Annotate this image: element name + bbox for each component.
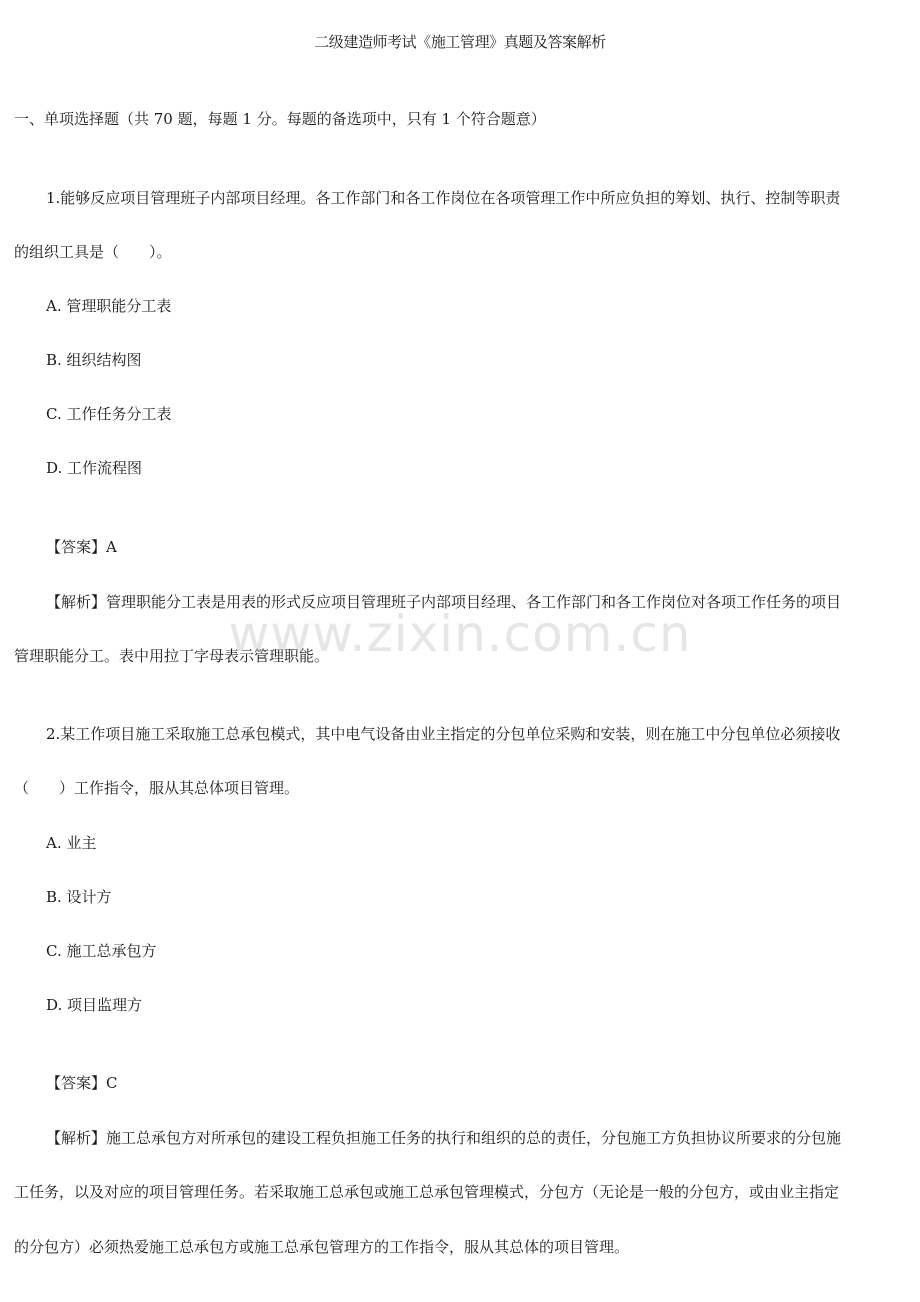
- watermark: www.zixin.com.cn: [228, 605, 692, 663]
- section-heading: 一、单项选择题（共 70 题，每题 1 分。每题的备选项中，只有 1 个符合题意）: [14, 110, 546, 128]
- question-1-stem-line-2: 的组织工具是（ ）。: [14, 243, 172, 261]
- question-1-stem-line-1: 1.能够反应项目管理班子内部项目经理。各工作部门和各工作岗位在各项管理工作中所应负担的筹划、执行、控制等职责: [46, 189, 841, 207]
- question-1-option-d: D. 工作流程图: [46, 459, 143, 477]
- question-2-option-c: C. 施工总承包方: [46, 942, 157, 960]
- question-2-analysis-line-2: 工任务，以及对应的项目管理任务。若采取施工总承包或施工总承包管理模式，分包方（无论是一般的分包方，或由业主指定: [14, 1183, 840, 1201]
- question-1-analysis-line-1: 【解析】管理职能分工表是用表的形式反应项目管理班子内部项目经理、各工作部门和各工作岗位对各项工作任务的项目: [46, 593, 842, 611]
- question-1-answer: 【答案】A: [46, 538, 117, 556]
- document-title: 二级建造师考试《施工管理》真题及答案解析: [314, 33, 606, 51]
- question-2-stem-line-2: （ ）工作指令，服从其总体项目管理。: [14, 779, 300, 797]
- question-2-option-a: A. 业主: [46, 834, 97, 852]
- question-2-option-b: B. 设计方: [46, 888, 112, 906]
- question-2-stem-line-1: 2.某工作项目施工采取施工总承包模式，其中电气设备由业主指定的分包单位采购和安装，则在施工中分包单位必须接收: [46, 725, 841, 743]
- question-2-answer: 【答案】C: [46, 1074, 118, 1092]
- question-1-analysis-line-2: 管理职能分工。表中用拉丁字母表示管理职能。: [14, 647, 330, 665]
- question-1-option-b: B. 组织结构图: [46, 351, 142, 369]
- question-2-analysis-line-1: 【解析】施工总承包方对所承包的建设工程负担施工任务的执行和组织的总的责任，分包施工方负担协议所要求的分包施: [46, 1129, 842, 1147]
- question-1-option-c: C. 工作任务分工表: [46, 405, 172, 423]
- question-2-analysis-line-3: 的分包方）必须热爱施工总承包方或施工总承包管理方的工作指令，服从其总体的项目管理。: [14, 1238, 630, 1256]
- question-2-option-d: D. 项目监理方: [46, 996, 143, 1014]
- question-1-option-a: A. 管理职能分工表: [46, 297, 172, 315]
